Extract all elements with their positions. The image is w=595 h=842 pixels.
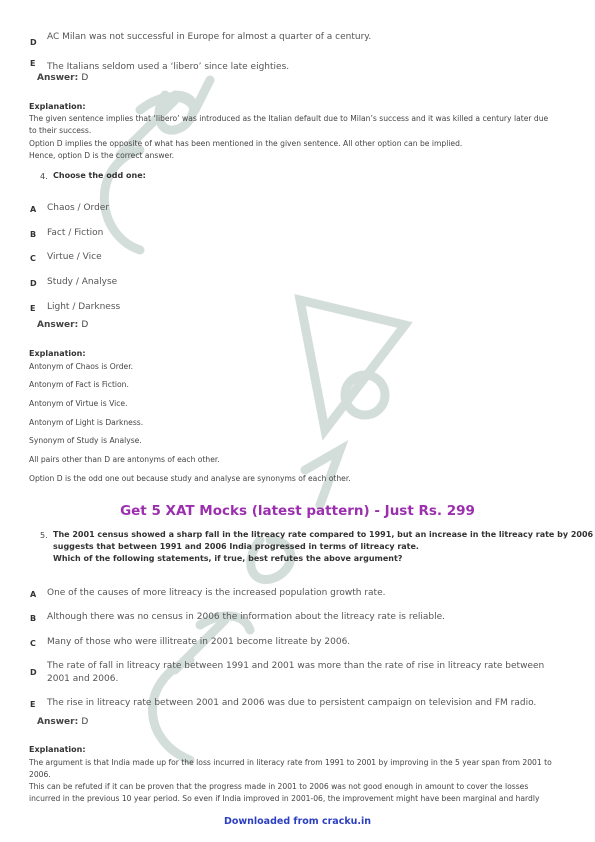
explanation-line: Synonym of Study is Analyse. — [29, 436, 142, 445]
option-text: One of the causes of more litreacy is the increased population growth rate. — [47, 588, 386, 598]
explanation-line: 2006. — [29, 770, 51, 779]
explanation-line: Option D implies the opposite of what has been mentioned in the given sentence. All other option can be implied. — [29, 139, 463, 148]
explanation-line: to their success. — [29, 126, 92, 135]
option-text: Virtue / Vice — [47, 252, 102, 262]
option-letter: C — [30, 639, 36, 648]
explanation-line: Antonym of Chaos is Order. — [29, 362, 134, 371]
option-text: Light / Darkness — [47, 302, 121, 312]
option-text: Although there was no census in 2006 the information about the litreacy rate is reliable. — [47, 612, 445, 622]
option-letter: B — [30, 614, 37, 623]
option-text: The rate of fall in litreacy rate between 1991 and 2001 was more than the rate of rise in litreacy rate between — [47, 661, 545, 671]
option-letter: D — [30, 38, 37, 47]
explanation-heading: Explanation: — [29, 349, 86, 358]
option-text: The rise in litreacy rate between 2001 and 2006 was due to persistent campaign on television and FM radio. — [47, 698, 537, 708]
watermark-letter-c2 — [153, 660, 191, 760]
explanation-heading: Explanation: — [29, 745, 86, 754]
answer-label: Answer: — [37, 717, 79, 727]
question-text: The 2001 census showed a sharp fall in the litreacy rate compared to 1991, but an increase in the litreacy rate by 2006 — [53, 530, 594, 539]
option-letter: E — [30, 304, 36, 313]
explanation-line: The given sentence implies that ‘libero’ was introduced as the Italian default due to Milan’s success and it was killed a century later due — [29, 114, 549, 123]
answer-line — [37, 717, 88, 727]
watermark-letter-k1 — [300, 300, 405, 430]
explanation-line: The argument is that India made up for the loss incurred in literacy rate from 1991 to 2001 by improving in the 5 year span from 2001 to — [29, 758, 552, 767]
watermark-letter-o — [345, 375, 385, 415]
answer-value: D — [81, 717, 89, 727]
explanation-line: Antonym of Virtue is Vice. — [29, 399, 128, 408]
explanation-heading: Explanation: — [29, 102, 86, 111]
option-letter: C — [30, 254, 36, 263]
option-letter: B — [30, 230, 37, 239]
question-number: 4. — [40, 172, 48, 181]
answer-line — [37, 320, 88, 330]
option-text: Fact / Fiction — [47, 228, 104, 238]
option-letter: A — [30, 590, 37, 599]
explanation-line: Antonym of Light is Darkness. — [29, 418, 144, 427]
watermark-letter-c1 — [104, 150, 140, 250]
option-text: The Italians seldom used a ‘libero’ since late eighties. — [47, 62, 290, 72]
answer-label: Answer: — [37, 73, 79, 83]
option-text: Study / Analyse — [47, 277, 118, 287]
option-text: Chaos / Order — [47, 203, 110, 213]
option-letter: E — [30, 700, 36, 709]
question-text: Which of the following statements, if true, best refutes the above argument? — [53, 554, 403, 563]
option-letter: D — [30, 279, 37, 288]
explanation-line: Hence, option D is the correct answer. — [29, 151, 175, 160]
option-letter: D — [30, 668, 37, 677]
question-text: suggests that between 1991 and 2006 India progressed in terms of litreacy rate. — [53, 542, 419, 551]
answer-value: D — [81, 73, 89, 83]
explanation-line: This can be refuted if it can be proven that the progress made in 2001 to 2006 was not good enough in amount to cover the losses — [29, 782, 529, 791]
footer-link[interactable]: Downloaded from cracku.in — [223, 816, 372, 827]
option-text: AC Milan was not successful in Europe for almost a quarter of a century. — [47, 32, 372, 42]
option-letter: A — [30, 205, 37, 214]
answer-label: Answer: — [37, 320, 79, 330]
question-text: Choose the odd one: — [53, 171, 146, 180]
option-letter: E — [30, 59, 36, 68]
explanation-line: Option D is the odd one out because study and analyse are synonyms of each other. — [29, 474, 351, 483]
question-number: 5. — [40, 531, 48, 540]
explanation-line: incurred in the previous 10 year period. So even if India improved in 2001-06, the improvement might have been marginal and hardly — [29, 794, 540, 803]
option-text: 2001 and 2006. — [47, 674, 119, 684]
answer-line — [37, 73, 88, 83]
answer-value: D — [81, 320, 89, 330]
explanation-line: All pairs other than D are antonyms of each other. — [29, 455, 220, 464]
explanation-line: Antonym of Fact is Fiction. — [29, 380, 129, 389]
promo-link[interactable]: Get 5 XAT Mocks (latest pattern) - Just Rs. 299 — [120, 503, 475, 519]
option-text: Many of those who were illitreate in 2001 become litreate by 2006. — [47, 637, 351, 647]
